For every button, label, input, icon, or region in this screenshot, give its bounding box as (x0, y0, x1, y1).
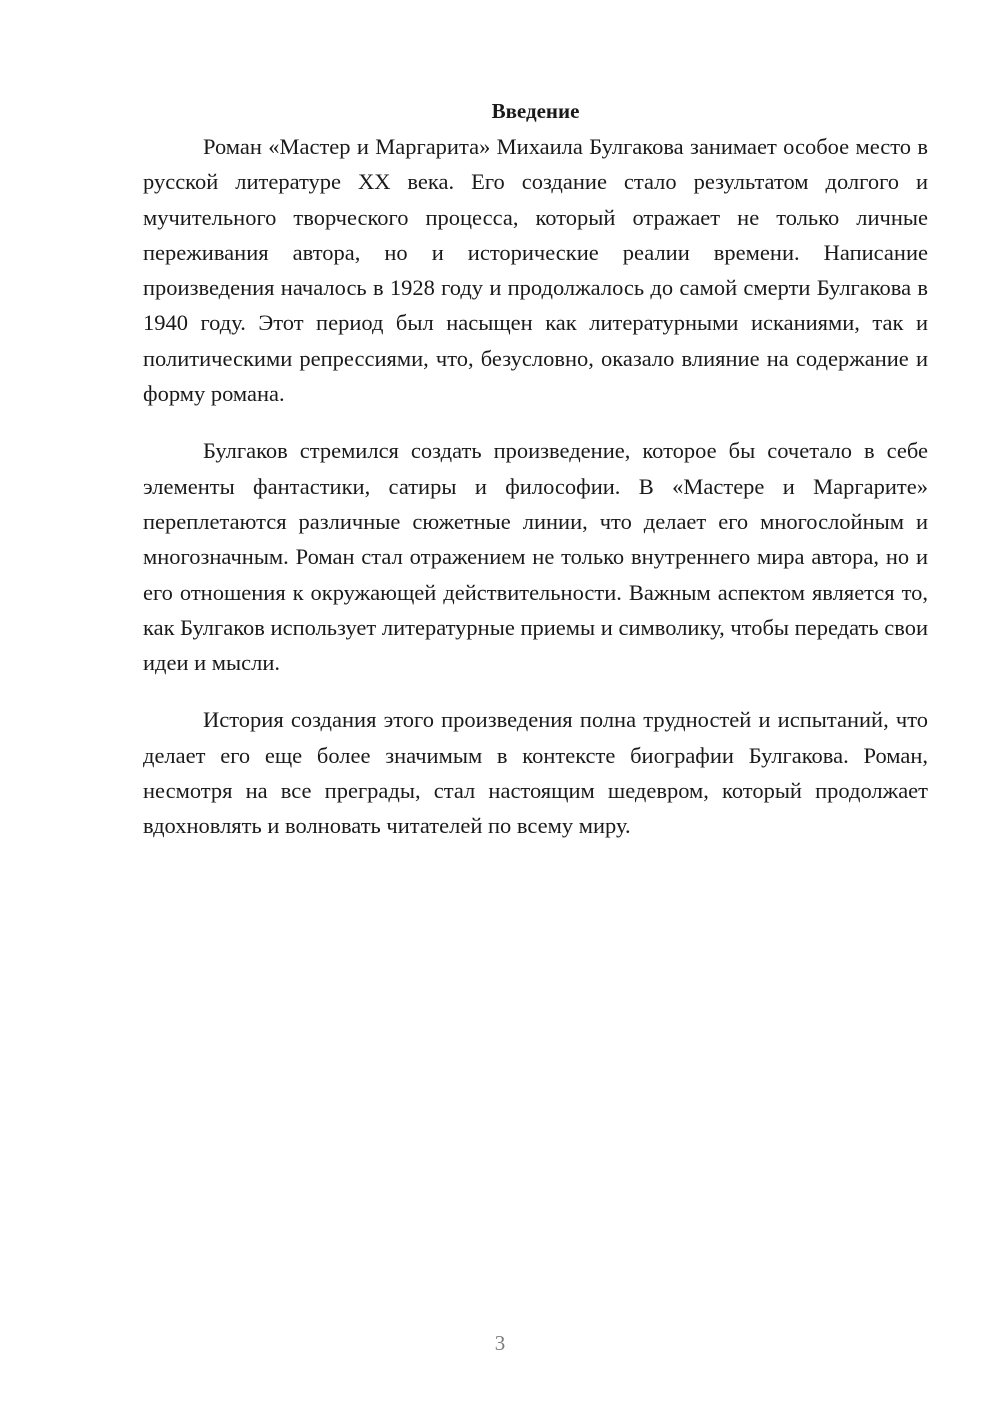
paragraph-3: История создания этого произведения полна трудностей и испытаний, что делает его еще более значимым в контексте биографии Булгакова. Роман, несмотря на все преграды, стал настоящим шедевром, который продолжает вдохновлять и волновать читателей по всему миру. (143, 707, 928, 839)
page-number: 3 (494, 1331, 506, 1355)
paragraph-1: Роман «Мастер и Маргарита» Михаила Булгакова занимает особое место в русской литературе XX века. Его создание стало результатом долгого и мучительного творческого процесса, который отражает не только личные переживания автора, но и исторические реалии времени. Написание произведения началось в 1928 году и продолжалось до самой смерти Булгакова в 1940 году. Этот период был насыщен как литературными исканиями, так и политическими репрессиями, что, безусловно, оказало влияние на содержание и форму романа. (143, 134, 928, 407)
paragraph-2: Булгаков стремился создать произведение, которое бы сочетало в себе элементы фантастики, сатиры и философии. В «Мастере и Маргарите» переплетаются различные сюжетные линии, что делает его многослойным и многозначным. Роман стал отражением не только внутреннего мира автора, но и его отношения к окружающей действительности. Важным аспектом является то, как Булгаков использует литературные приемы и символику, чтобы передать свои идеи и мысли. (143, 438, 928, 676)
section-title: Введение (491, 99, 580, 123)
page-content (143, 94, 928, 844)
